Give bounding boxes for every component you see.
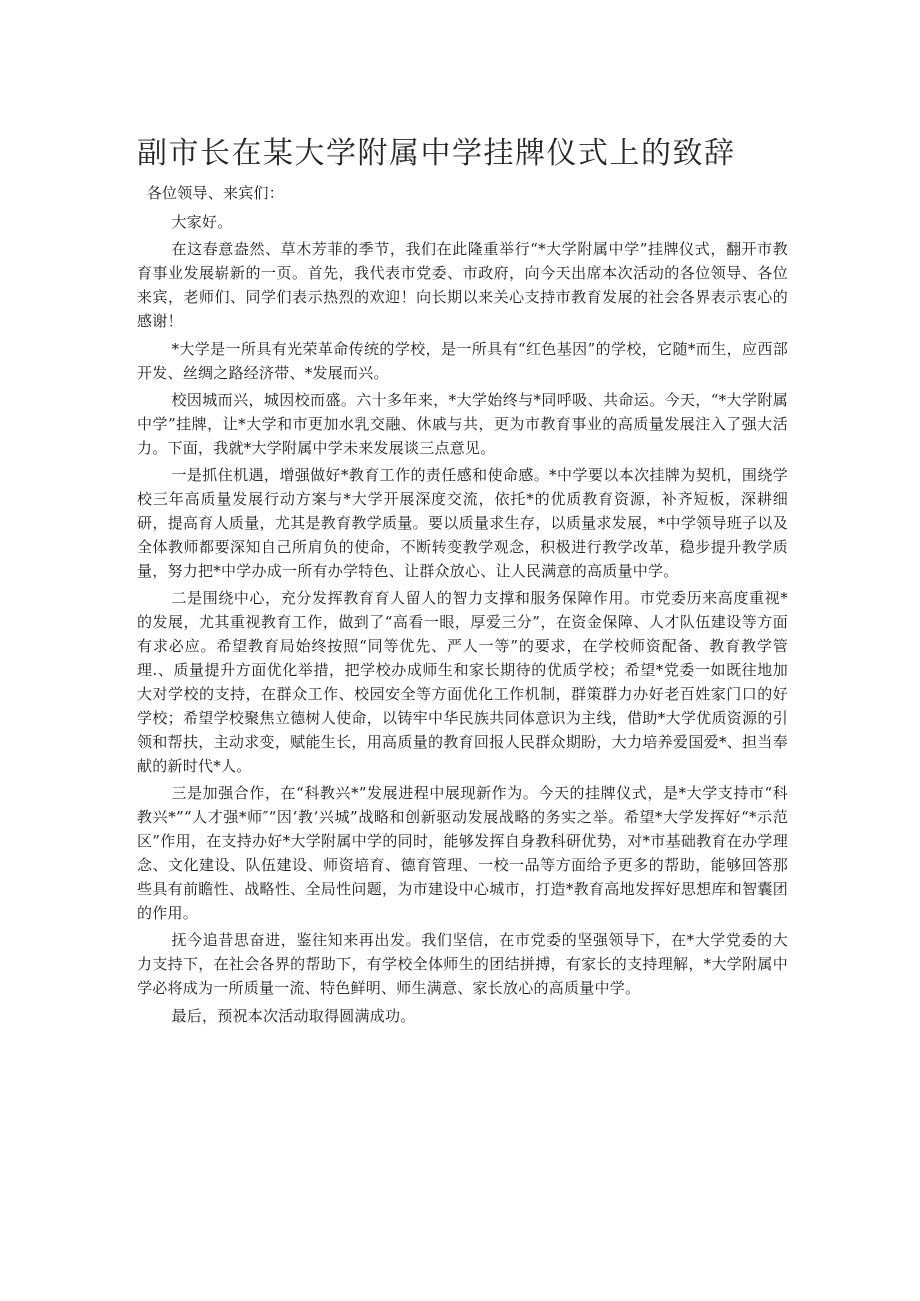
- paragraph-point-two: 二是围绕中心，充分发挥教育育人留人的智力支撑和服务保障作用。市党委历来高度重视*的发展，尤其重视教育工作，做到了“高看一眼，厚爱三分”，在资金保障、人才队伍建设等方面有求必应。希望教育局始终按照“同等优先、严人一等”的要求，在学校师资配备、教育教学管理.、质量提升方面优化举措，把学校办成师生和家长期待的优质学校；希望*党委一如既往地加大对学校的支持，在群众工作、校园安全等方面优化工作机制，群策群力办好老百姓家门口的好学校；希望学校聚焦立德树人使命，以铸牢中华民族共同体意识为主线，借助*大学优质资源的引领和帮扶，主动求变，赋能生长，用高质量的教育回报人民群众期盼，大力培养爱国爱*、担当奉献的新时代*人。: [137, 589, 788, 775]
- paragraph-opening: 在这春意盎然、草木芳菲的季节，我们在此隆重举行“*大学附属中学”挂牌仪式，翻开市教育事业发展崭新的一页。首先，我代表市党委、市政府，向今天出席本次活动的各位领导、各位来宾，老师们、同学们表示热烈的欢迎！向长期以来关心支持市教育发展的社会各界表示衷心的感谢！: [137, 240, 788, 331]
- paragraph-point-one: 一是抓住机遇，增强做好*教育工作的责任感和使命感。*中学要以本次挂牌为契机，围绕学校三年高质量发展行动方案与*大学开展深度交流，依托*的优质教育资源，补齐短板，深耕细研，提高育人质量，尤其是教育教学质量。要以质量求生存，以质量求发展，*中学领导班子以及全体教师都要深知自己所肩负的使命，不断转变教学观念，积极进行教学改革，稳步提升教学质量，努力把*中学办成一所有办学特色、让群众放心、让人民满意的高质量中学。: [137, 466, 788, 580]
- paragraph-point-three: 三是加强合作，在“科教兴*”发展进程中展现新作为。今天的挂牌仪式，是*大学支持市“科教兴*”“人才强*师″“因‘教‘兴城”战略和创新驱动发展战略的务实之举。希望*大学发挥好“*示范区”作用，在支持办好*大学附属中学的同时，能够发挥自身教科研优势，对*市基础教育在办学理念、文化建设、队伍建设、师资培育、德育管理、一校一品等方面给予更多的帮助，能够回答那些具有前瞻性、战略性、全局性问题，为市建设中心城市，打造*教育高地发挥好思想库和智囊团的作用。: [137, 784, 788, 922]
- paragraph-university-history: *大学是一所具有光荣革命传统的学校，是一所具有“红色基因”的学校，它随*而生，应西部开发、丝绸之路经济带、*发展而兴。: [137, 339, 788, 382]
- paragraph-outlook: 抚今追昔思奋进，鉴往知来再出发。我们坚信，在市党委的坚强领导下，在*大学党委的大力支持下，在社会各界的帮助下，有学校全体师生的团结拼搏，有家长的支持理解，*大学附属中学必将成为一所质量一流、特色鲜明、师生满意、家长放心的高质量中学。: [137, 931, 788, 998]
- salutation: 各位领导、来宾们：: [146, 184, 285, 202]
- paragraph-city-and-school: 校因城而兴，城因校而盛。六十多年来，*大学始终与*同呼吸、共命运。今天，“*大学附属中学”挂牌，让*大学和市更加水乳交融、休戚与共，更为市教育事业的高质量发展注入了强大活力。下面，我就*大学附属中学未来发展谈三点意见。: [137, 391, 788, 457]
- document-body: [137, 182, 788, 1032]
- paragraph-greeting: 大家好。: [171, 212, 233, 231]
- document-title: 副市长在某大学附属中学挂牌仪式上的致辞: [137, 136, 736, 171]
- paragraph-closing: 最后，预祝本次活动取得圆满成功。: [171, 1006, 416, 1025]
